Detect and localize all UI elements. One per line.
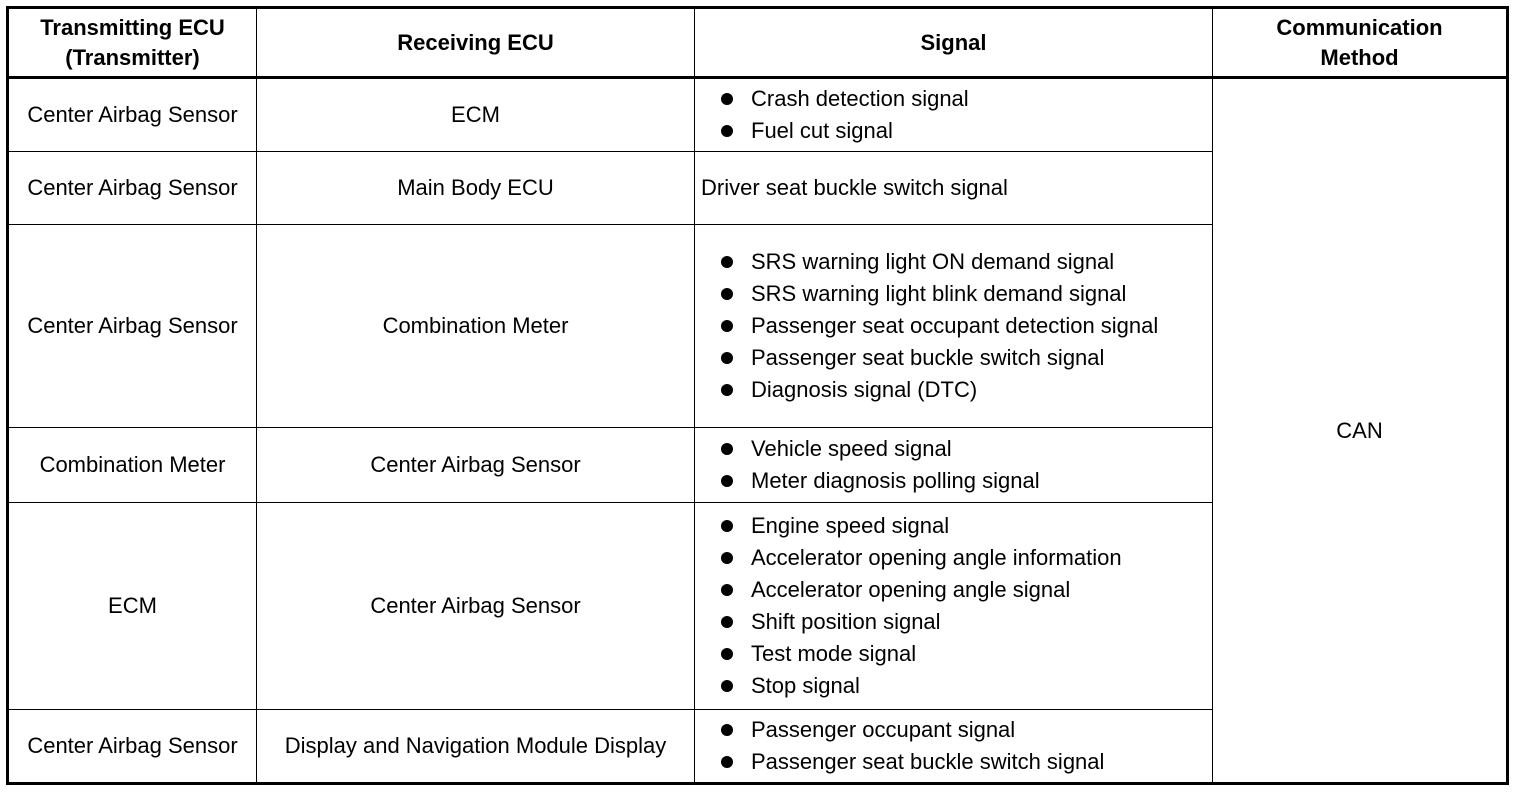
transmitter-cell: Center Airbag Sensor xyxy=(8,710,257,784)
signal-list xyxy=(701,715,1206,777)
bullet-icon xyxy=(721,443,733,455)
bullet-icon xyxy=(721,648,733,660)
header-transmitter: Transmitting ECU (Transmitter) xyxy=(8,8,257,78)
receiver-cell: Center Airbag Sensor xyxy=(257,428,695,503)
signal-item: Passenger occupant signal xyxy=(701,715,1206,745)
bullet-icon xyxy=(721,384,733,396)
signal-cell xyxy=(695,78,1213,152)
signal-item: Vehicle speed signal xyxy=(701,434,1206,464)
signal-list xyxy=(701,511,1206,701)
transmitter-cell: Combination Meter xyxy=(8,428,257,503)
signal-cell xyxy=(695,225,1213,428)
signal-list xyxy=(701,247,1206,405)
signal-item: Meter diagnosis polling signal xyxy=(701,466,1206,496)
bullet-icon xyxy=(721,256,733,268)
bullet-icon xyxy=(721,288,733,300)
ecu-communication-table xyxy=(6,6,1509,785)
communication-method-cell: CAN xyxy=(1213,78,1508,784)
signal-item: Diagnosis signal (DTC) xyxy=(701,375,1206,405)
receiver-cell: Center Airbag Sensor xyxy=(257,503,695,710)
bullet-icon xyxy=(721,93,733,105)
signal-item: Accelerator opening angle information xyxy=(701,543,1206,573)
signal-item: Passenger seat buckle switch signal xyxy=(701,343,1206,373)
signal-cell xyxy=(695,428,1213,503)
bullet-icon xyxy=(721,352,733,364)
bullet-icon xyxy=(721,756,733,768)
signal-item: Stop signal xyxy=(701,671,1206,701)
bullet-icon xyxy=(721,680,733,692)
header-communication-method: Communication Method xyxy=(1213,8,1508,78)
bullet-icon xyxy=(721,616,733,628)
receiver-cell: ECM xyxy=(257,78,695,152)
signal-item: Accelerator opening angle signal xyxy=(701,575,1206,605)
signal-cell xyxy=(695,710,1213,784)
header-signal: Signal xyxy=(695,8,1213,78)
signal-item: Crash detection signal xyxy=(701,84,1206,114)
signal-item: SRS warning light ON demand signal xyxy=(701,247,1206,277)
transmitter-cell: ECM xyxy=(8,503,257,710)
signal-item: SRS warning light blink demand signal xyxy=(701,279,1206,309)
bullet-icon xyxy=(721,584,733,596)
bullet-icon xyxy=(721,724,733,736)
transmitter-cell: Center Airbag Sensor xyxy=(8,152,257,225)
signal-item: Passenger seat occupant detection signal xyxy=(701,311,1206,341)
header-receiver: Receiving ECU xyxy=(257,8,695,78)
bullet-icon xyxy=(721,475,733,487)
receiver-cell: Combination Meter xyxy=(257,225,695,428)
bullet-icon xyxy=(721,552,733,564)
signal-cell xyxy=(695,503,1213,710)
receiver-cell: Display and Navigation Module Display xyxy=(257,710,695,784)
signal-list xyxy=(701,434,1206,496)
signal-list xyxy=(701,84,1206,146)
signal-item: Passenger seat buckle switch signal xyxy=(701,747,1206,777)
signal-item: Test mode signal xyxy=(701,639,1206,669)
signal-item: Fuel cut signal xyxy=(701,116,1206,146)
bullet-icon xyxy=(721,125,733,137)
signal-item: Engine speed signal xyxy=(701,511,1206,541)
transmitter-cell: Center Airbag Sensor xyxy=(8,78,257,152)
header-row xyxy=(8,8,1508,78)
bullet-icon xyxy=(721,520,733,532)
bullet-icon xyxy=(721,320,733,332)
receiver-cell: Main Body ECU xyxy=(257,152,695,225)
table-row xyxy=(8,78,1508,152)
signal-cell: Driver seat buckle switch signal xyxy=(695,152,1213,225)
transmitter-cell: Center Airbag Sensor xyxy=(8,225,257,428)
signal-item: Shift position signal xyxy=(701,607,1206,637)
